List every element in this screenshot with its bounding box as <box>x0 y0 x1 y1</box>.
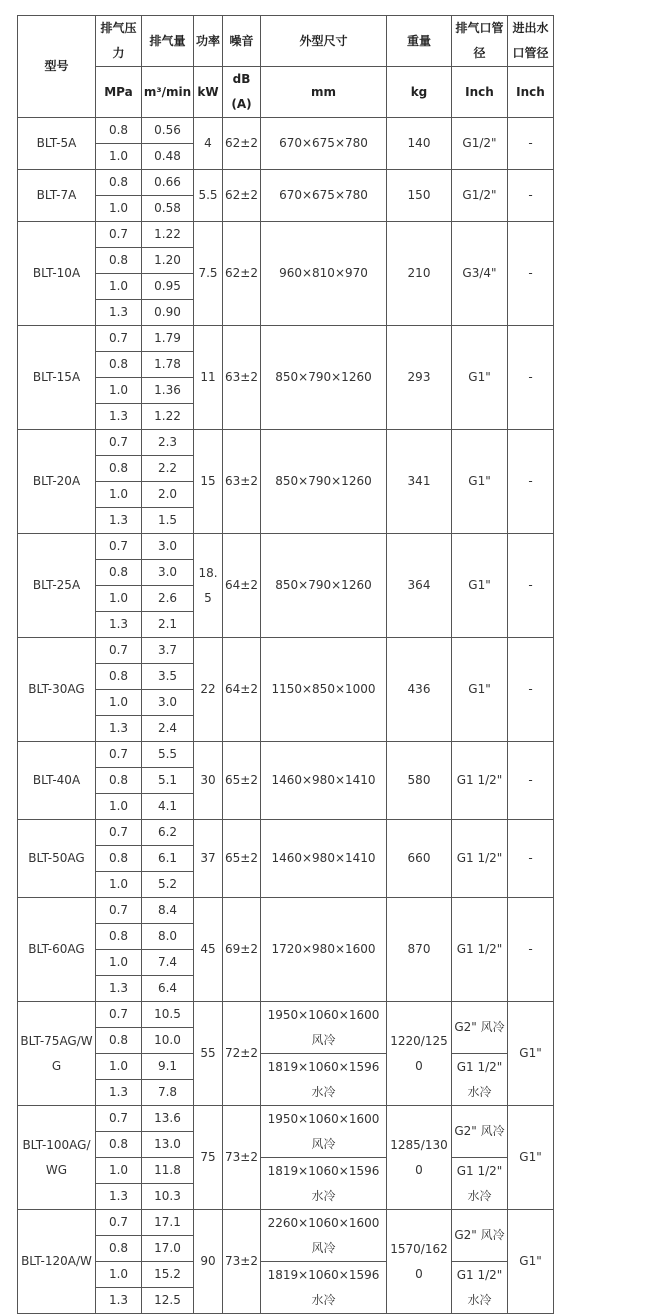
pressure-cell: 0.8 <box>96 1236 142 1262</box>
flow-cell: 17.1 <box>142 1210 194 1236</box>
unit-noise: dB(A) <box>223 67 261 118</box>
table-body <box>18 118 554 1314</box>
pressure-cell: 1.0 <box>96 794 142 820</box>
model-cell: BLT-20A <box>18 430 96 534</box>
flow-cell: 2.4 <box>142 716 194 742</box>
weight-cell: 210 <box>387 222 452 326</box>
pressure-cell: 0.8 <box>96 456 142 482</box>
dimensions-cell: 1460×980×1410 <box>261 820 387 898</box>
table-row <box>18 326 554 352</box>
power-cell: 55 <box>194 1002 223 1106</box>
power-cell: 30 <box>194 742 223 820</box>
unit-pressure: MPa <box>96 67 142 118</box>
power-cell: 75 <box>194 1106 223 1210</box>
dimensions-cell: 1950×1060×1600 风冷 <box>261 1106 387 1158</box>
pressure-cell: 0.7 <box>96 638 142 664</box>
pressure-cell: 0.8 <box>96 1132 142 1158</box>
water-cell: - <box>508 820 554 898</box>
weight-cell: 660 <box>387 820 452 898</box>
flow-cell: 7.8 <box>142 1080 194 1106</box>
dimensions-cell: 850×790×1260 <box>261 534 387 638</box>
power-cell: 15 <box>194 430 223 534</box>
dimensions-cell: 1720×980×1600 <box>261 898 387 1002</box>
flow-cell: 9.1 <box>142 1054 194 1080</box>
dimensions-cell: 850×790×1260 <box>261 326 387 430</box>
power-cell: 45 <box>194 898 223 1002</box>
flow-cell: 2.6 <box>142 586 194 612</box>
noise-cell: 65±2 <box>223 742 261 820</box>
dimensions-cell: 1950×1060×1600 风冷 <box>261 1002 387 1054</box>
header-outlet: 排气口管径 <box>452 16 508 67</box>
weight-cell: 1285/1300 <box>387 1106 452 1210</box>
flow-cell: 2.3 <box>142 430 194 456</box>
unit-weight: kg <box>387 67 452 118</box>
pressure-cell: 0.7 <box>96 1002 142 1028</box>
pressure-cell: 0.7 <box>96 742 142 768</box>
pressure-cell: 1.0 <box>96 950 142 976</box>
flow-cell: 2.0 <box>142 482 194 508</box>
table-header <box>18 16 554 118</box>
unit-outlet: Inch <box>452 67 508 118</box>
table-row <box>18 1054 554 1080</box>
noise-cell: 69±2 <box>223 898 261 1002</box>
pressure-cell: 1.0 <box>96 1158 142 1184</box>
water-cell: - <box>508 534 554 638</box>
flow-cell: 2.1 <box>142 612 194 638</box>
pressure-cell: 0.8 <box>96 846 142 872</box>
outlet-cell: G1 1/2" 水冷 <box>452 1262 508 1314</box>
outlet-cell: G2" 风冷 <box>452 1210 508 1262</box>
noise-cell: 62±2 <box>223 118 261 170</box>
model-cell: BLT-120A/W <box>18 1210 96 1314</box>
noise-cell: 72±2 <box>223 1002 261 1106</box>
header-weight: 重量 <box>387 16 452 67</box>
pressure-cell: 1.0 <box>96 274 142 300</box>
flow-cell: 3.0 <box>142 534 194 560</box>
water-cell: - <box>508 170 554 222</box>
noise-cell: 65±2 <box>223 820 261 898</box>
noise-cell: 62±2 <box>223 222 261 326</box>
flow-cell: 7.4 <box>142 950 194 976</box>
model-cell: BLT-40A <box>18 742 96 820</box>
spec-table <box>17 15 554 1314</box>
unit-dimensions: mm <box>261 67 387 118</box>
header-power: 功率 <box>194 16 223 67</box>
dimensions-cell: 1819×1060×1596 水冷 <box>261 1054 387 1106</box>
pressure-cell: 1.0 <box>96 1054 142 1080</box>
model-cell: BLT-5A <box>18 118 96 170</box>
power-cell: 7.5 <box>194 222 223 326</box>
model-cell: BLT-10A <box>18 222 96 326</box>
flow-cell: 1.22 <box>142 222 194 248</box>
weight-cell: 293 <box>387 326 452 430</box>
header-model: 型号 <box>18 16 96 118</box>
outlet-cell: G1 1/2" 水冷 <box>452 1158 508 1210</box>
dimensions-cell: 850×790×1260 <box>261 430 387 534</box>
pressure-cell: 0.7 <box>96 1210 142 1236</box>
outlet-cell: G2" 风冷 <box>452 1002 508 1054</box>
pressure-cell: 1.0 <box>96 1262 142 1288</box>
pressure-cell: 0.8 <box>96 1028 142 1054</box>
flow-cell: 5.2 <box>142 872 194 898</box>
weight-cell: 140 <box>387 118 452 170</box>
flow-cell: 0.58 <box>142 196 194 222</box>
model-cell: BLT-30AG <box>18 638 96 742</box>
flow-cell: 5.1 <box>142 768 194 794</box>
table-row <box>18 534 554 560</box>
outlet-cell: G2" 风冷 <box>452 1106 508 1158</box>
outlet-cell: G3/4" <box>452 222 508 326</box>
dimensions-cell: 670×675×780 <box>261 118 387 170</box>
flow-cell: 6.1 <box>142 846 194 872</box>
outlet-cell: G1 1/2" <box>452 898 508 1002</box>
table-row <box>18 1262 554 1288</box>
noise-cell: 73±2 <box>223 1106 261 1210</box>
pressure-cell: 0.8 <box>96 248 142 274</box>
pressure-cell: 1.3 <box>96 1288 142 1314</box>
flow-cell: 11.8 <box>142 1158 194 1184</box>
power-cell: 11 <box>194 326 223 430</box>
model-cell: BLT-75AG/WG <box>18 1002 96 1106</box>
flow-cell: 1.22 <box>142 404 194 430</box>
flow-cell: 1.78 <box>142 352 194 378</box>
weight-cell: 1220/1250 <box>387 1002 452 1106</box>
pressure-cell: 0.7 <box>96 430 142 456</box>
table-row <box>18 820 554 846</box>
noise-cell: 63±2 <box>223 326 261 430</box>
pressure-cell: 1.0 <box>96 144 142 170</box>
pressure-cell: 1.0 <box>96 196 142 222</box>
flow-cell: 10.0 <box>142 1028 194 1054</box>
power-cell: 22 <box>194 638 223 742</box>
table-row <box>18 1106 554 1132</box>
water-cell: - <box>508 430 554 534</box>
outlet-cell: G1" <box>452 430 508 534</box>
flow-cell: 12.5 <box>142 1288 194 1314</box>
flow-cell: 13.6 <box>142 1106 194 1132</box>
header-flow: 排气量 <box>142 16 194 67</box>
power-cell: 18.5 <box>194 534 223 638</box>
flow-cell: 10.3 <box>142 1184 194 1210</box>
header-dimensions: 外型尺寸 <box>261 16 387 67</box>
water-cell: - <box>508 898 554 1002</box>
flow-cell: 0.95 <box>142 274 194 300</box>
flow-cell: 3.0 <box>142 560 194 586</box>
power-cell: 4 <box>194 118 223 170</box>
unit-power: kW <box>194 67 223 118</box>
header-noise: 噪音 <box>223 16 261 67</box>
flow-cell: 4.1 <box>142 794 194 820</box>
flow-cell: 6.2 <box>142 820 194 846</box>
header-pressure: 排气压力 <box>96 16 142 67</box>
model-cell: BLT-25A <box>18 534 96 638</box>
pressure-cell: 0.8 <box>96 768 142 794</box>
water-cell: - <box>508 742 554 820</box>
flow-cell: 0.48 <box>142 144 194 170</box>
pressure-cell: 0.7 <box>96 1106 142 1132</box>
weight-cell: 150 <box>387 170 452 222</box>
flow-cell: 0.90 <box>142 300 194 326</box>
water-cell: - <box>508 222 554 326</box>
water-cell: - <box>508 326 554 430</box>
pressure-cell: 1.3 <box>96 1184 142 1210</box>
table-row <box>18 430 554 456</box>
water-cell: G1" <box>508 1210 554 1314</box>
pressure-cell: 1.3 <box>96 716 142 742</box>
outlet-cell: G1" <box>452 326 508 430</box>
pressure-cell: 0.7 <box>96 222 142 248</box>
outlet-cell: G1 1/2" <box>452 742 508 820</box>
table-row <box>18 222 554 248</box>
flow-cell: 5.5 <box>142 742 194 768</box>
pressure-cell: 0.8 <box>96 924 142 950</box>
flow-cell: 10.5 <box>142 1002 194 1028</box>
dimensions-cell: 1150×850×1000 <box>261 638 387 742</box>
pressure-cell: 0.8 <box>96 170 142 196</box>
dimensions-cell: 670×675×780 <box>261 170 387 222</box>
weight-cell: 1570/1620 <box>387 1210 452 1314</box>
flow-cell: 6.4 <box>142 976 194 1002</box>
pressure-cell: 0.8 <box>96 118 142 144</box>
table-row <box>18 638 554 664</box>
unit-flow: m³/min <box>142 67 194 118</box>
pressure-cell: 1.3 <box>96 508 142 534</box>
outlet-cell: G1" <box>452 534 508 638</box>
water-cell: - <box>508 638 554 742</box>
model-cell: BLT-100AG/WG <box>18 1106 96 1210</box>
pressure-cell: 1.0 <box>96 482 142 508</box>
weight-cell: 870 <box>387 898 452 1002</box>
power-cell: 90 <box>194 1210 223 1314</box>
weight-cell: 436 <box>387 638 452 742</box>
pressure-cell: 0.7 <box>96 820 142 846</box>
pressure-cell: 1.0 <box>96 378 142 404</box>
outlet-cell: G1/2" <box>452 170 508 222</box>
noise-cell: 64±2 <box>223 534 261 638</box>
pressure-cell: 1.0 <box>96 690 142 716</box>
flow-cell: 15.2 <box>142 1262 194 1288</box>
unit-water: Inch <box>508 67 554 118</box>
pressure-cell: 0.8 <box>96 352 142 378</box>
model-cell: BLT-60AG <box>18 898 96 1002</box>
pressure-cell: 1.0 <box>96 872 142 898</box>
pressure-cell: 0.7 <box>96 534 142 560</box>
outlet-cell: G1/2" <box>452 118 508 170</box>
pressure-cell: 0.8 <box>96 664 142 690</box>
outlet-cell: G1" <box>452 638 508 742</box>
water-cell: - <box>508 118 554 170</box>
dimensions-cell: 1819×1060×1596 水冷 <box>261 1262 387 1314</box>
model-cell: BLT-50AG <box>18 820 96 898</box>
flow-cell: 1.20 <box>142 248 194 274</box>
dimensions-cell: 2260×1060×1600 风冷 <box>261 1210 387 1262</box>
table-row <box>18 170 554 196</box>
power-cell: 5.5 <box>194 170 223 222</box>
flow-cell: 0.56 <box>142 118 194 144</box>
flow-cell: 1.5 <box>142 508 194 534</box>
dimensions-cell: 1819×1060×1596 水冷 <box>261 1158 387 1210</box>
flow-cell: 0.66 <box>142 170 194 196</box>
flow-cell: 13.0 <box>142 1132 194 1158</box>
noise-cell: 73±2 <box>223 1210 261 1314</box>
weight-cell: 341 <box>387 430 452 534</box>
pressure-cell: 0.7 <box>96 326 142 352</box>
water-cell: G1" <box>508 1106 554 1210</box>
flow-cell: 8.0 <box>142 924 194 950</box>
model-cell: BLT-15A <box>18 326 96 430</box>
pressure-cell: 1.3 <box>96 976 142 1002</box>
pressure-cell: 1.3 <box>96 300 142 326</box>
flow-cell: 1.79 <box>142 326 194 352</box>
header-water: 进出水口管径 <box>508 16 554 67</box>
model-cell: BLT-7A <box>18 170 96 222</box>
weight-cell: 580 <box>387 742 452 820</box>
noise-cell: 64±2 <box>223 638 261 742</box>
flow-cell: 17.0 <box>142 1236 194 1262</box>
outlet-cell: G1 1/2" 水冷 <box>452 1054 508 1106</box>
noise-cell: 63±2 <box>223 430 261 534</box>
pressure-cell: 0.7 <box>96 898 142 924</box>
flow-cell: 2.2 <box>142 456 194 482</box>
table-row <box>18 742 554 768</box>
flow-cell: 3.5 <box>142 664 194 690</box>
outlet-cell: G1 1/2" <box>452 820 508 898</box>
table-row <box>18 118 554 144</box>
table-row <box>18 1002 554 1028</box>
power-cell: 37 <box>194 820 223 898</box>
pressure-cell: 1.3 <box>96 1080 142 1106</box>
flow-cell: 3.7 <box>142 638 194 664</box>
weight-cell: 364 <box>387 534 452 638</box>
pressure-cell: 1.3 <box>96 404 142 430</box>
table-row <box>18 898 554 924</box>
pressure-cell: 0.8 <box>96 560 142 586</box>
flow-cell: 8.4 <box>142 898 194 924</box>
table-row <box>18 1210 554 1236</box>
pressure-cell: 1.0 <box>96 586 142 612</box>
pressure-cell: 1.3 <box>96 612 142 638</box>
flow-cell: 3.0 <box>142 690 194 716</box>
dimensions-cell: 960×810×970 <box>261 222 387 326</box>
water-cell: G1" <box>508 1002 554 1106</box>
table-row <box>18 1158 554 1184</box>
flow-cell: 1.36 <box>142 378 194 404</box>
dimensions-cell: 1460×980×1410 <box>261 742 387 820</box>
noise-cell: 62±2 <box>223 170 261 222</box>
